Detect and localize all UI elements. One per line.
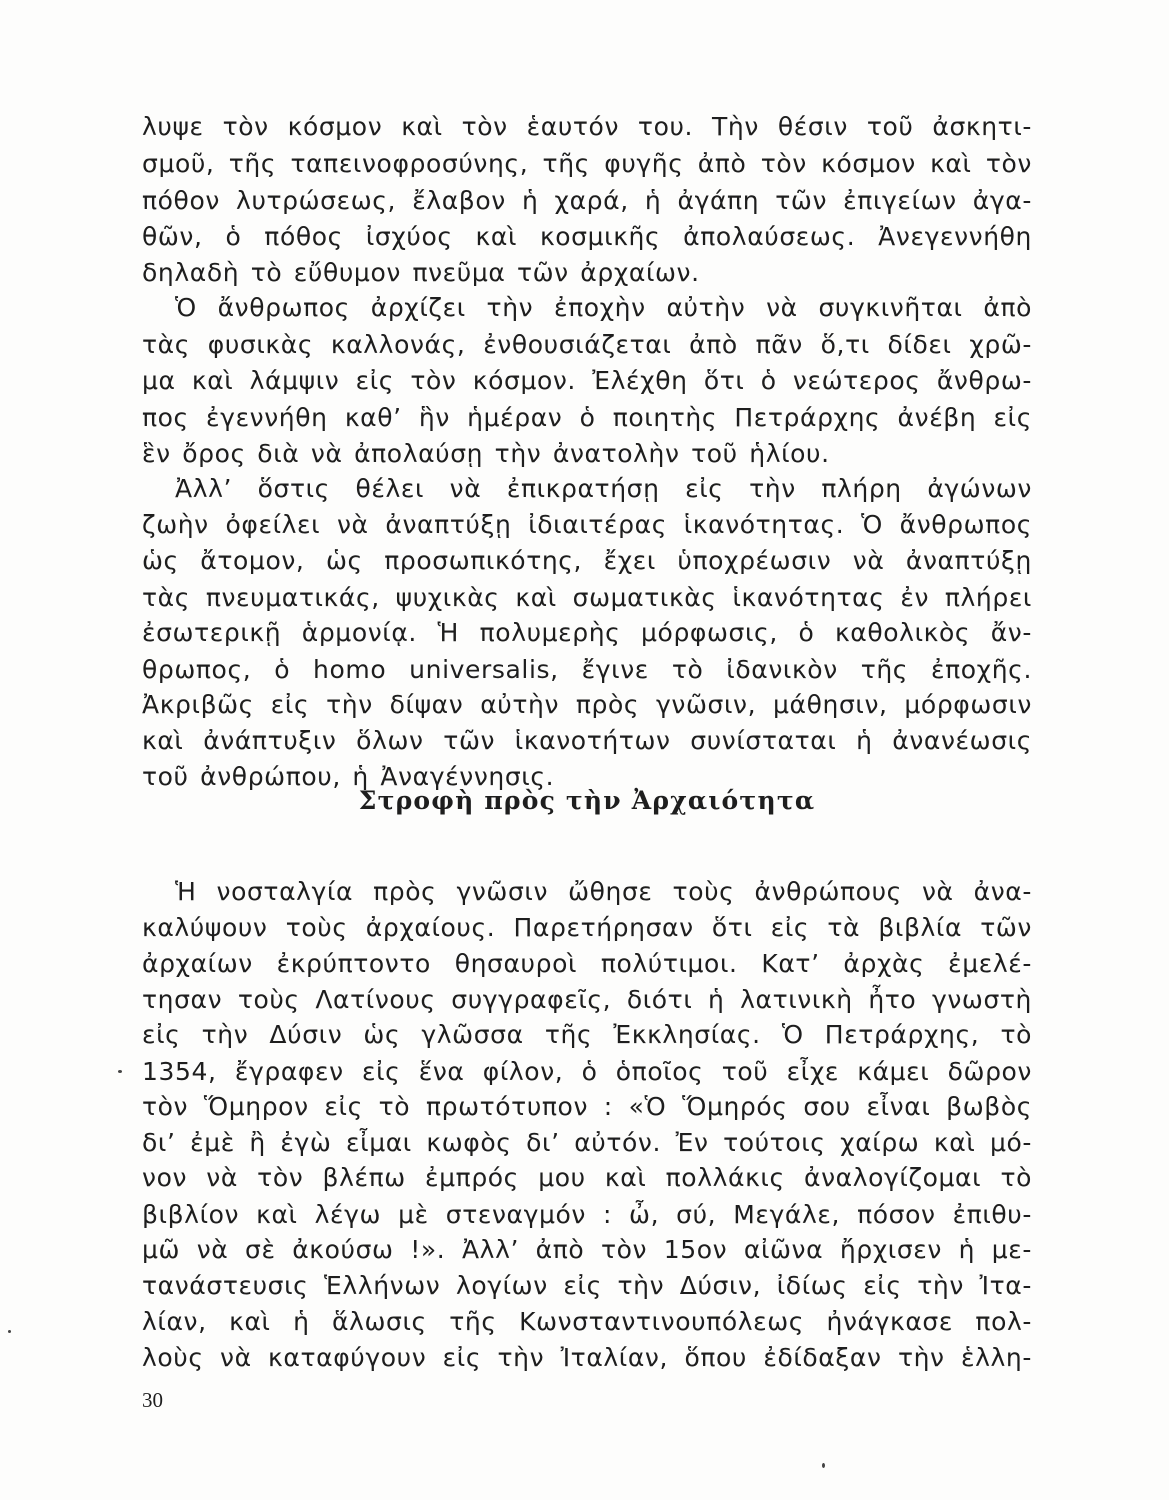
text-line: 1354, ἔγραφεν εἰς ἕνα φίλον, ὁ ὁποῖος τοῦ εἶχε κάμει δῶρον [142,1057,1032,1086]
text-line: λίαν, καὶ ἡ ἅλωσις τῆς Κωνσταντινουπόλεως ἠνάγκασε πολ- [142,1307,1032,1336]
text-line: τὰς πνευματικάς, ψυχικὰς καὶ σωματικὰς ἱκανότητας ἐν πλήρει [142,583,1032,612]
text-line: τοῦ ἀνθρώπου, ἡ Ἀναγέννησις. [142,762,555,791]
text-line: λοὺς νὰ καταφύγουν εἰς τὴν Ἰταλίαν, ὅπου ἐδίδαξαν τὴν ἑλλη- [142,1343,1032,1372]
text-line: Ὁ ἄνθρωπος ἀρχίζει τὴν ἐποχὴν αὐτὴν νὰ συγκινῆται ἀπὸ [175,293,1032,322]
text-line: μα καὶ λάμψιν εἰς τὸν κόσμον. Ἐλέχθη ὅτι ὁ νεώτερος ἄνθρω- [142,366,1032,395]
text-line: μῶ νὰ σὲ ἀκούσω !». Ἀλλ’ ἀπὸ τὸν 15ον αἰῶνα ἤρχισεν ἡ με- [142,1235,1032,1264]
text-line: τανάστευσις Ἑλλήνων λογίων εἰς τὴν Δύσιν, ἰδίως εἰς τὴν Ἰτα- [142,1271,1032,1300]
text-line: Ἡ νοσταλγία πρὸς γνῶσιν ὤθησε τοὺς ἀνθρώπους νὰ ἀνα- [175,877,1032,906]
text-line: πος ἐγεννήθη καθ’ ἣν ἡμέραν ὁ ποιητὴς Πετράρχης ἀνέβη εἰς [142,403,1032,432]
text-line: δι’ ἐμὲ ἢ ἐγὼ εἶμαι κωφὸς δι’ αὐτόν. Ἐν τούτοις χαίρω καὶ μό- [142,1128,1032,1157]
text-line: πόθον λυτρώσεως, ἔλαβον ἡ χαρά, ἡ ἀγάπη τῶν ἐπιγείων ἀγα- [142,186,1032,215]
text-line: θρωπος, ὁ homo universalis, ἔγινε τὸ ἰδανικὸν τῆς ἐποχῆς. [142,655,1032,684]
text-line: θῶν, ὁ πόθος ἰσχύος καὶ κοσμικῆς ἀπολαύσεως. Ἀνεγεννήθη [142,222,1032,251]
text-line: δηλαδὴ τὸ εὔθυμον πνεῦμα τῶν ἀρχαίων. [142,258,700,287]
page-number: 30 [142,1388,163,1412]
text-line: ἐσωτερικῇ ἁρμονίᾳ. Ἡ πολυμερὴς μόρφωσις, ὁ καθολικὸς ἄν- [142,618,1032,647]
text-line: εἰς τὴν Δύσιν ὡς γλῶσσα τῆς Ἐκκλησίας. Ὁ Πετράρχης, τὸ [142,1020,1032,1049]
text-line: Ἀλλ’ ὅστις θέλει νὰ ἐπικρατήσῃ εἰς τὴν πλήρη ἀγώνων [175,474,1032,503]
text-line: νον νὰ τὸν βλέπω ἐμπρός μου καὶ πολλάκις ἀναλογίζομαι τὸ [142,1163,1032,1192]
text-line: τησαν τοὺς Λατίνους συγγραφεῖς, διότι ἡ λατινικὴ ἦτο γνωστὴ [142,985,1032,1014]
text-line: ζωὴν ὀφείλει νὰ ἀναπτύξῃ ἰδιαιτέρας ἱκανότητας. Ὁ ἄνθρωπος [142,510,1032,539]
text-line: καὶ ἀνάπτυξιν ὅλων τῶν ἱκανοτήτων συνίσταται ἡ ἀνανέωσις [142,726,1032,755]
text-line: ἀρχαίων ἐκρύπτοντο θησαυροὶ πολύτιμοι. Κατ’ ἀρχὰς ἐμελέ- [142,949,1032,978]
text-line: τὰς φυσικὰς καλλονάς, ἐνθουσιάζεται ἀπὸ πᾶν ὅ,τι δίδει χρῶ- [142,330,1032,359]
text-line: σμοῦ, τῆς ταπεινοφροσύνης, τῆς φυγῆς ἀπὸ τὸν κόσμον καὶ τὸν [142,149,1032,178]
text-line: Ἀκριβῶς εἰς τὴν δίψαν αὐτὴν πρὸς γνῶσιν, μάθησιν, μόρφωσιν [142,690,1032,719]
section-heading: Στροφὴ πρὸς τὴν Ἀρχαιότητα [358,786,816,815]
text-line: τὸν Ὅμηρον εἰς τὸ πρωτότυπον : «Ὁ Ὅμηρός σου εἶναι βωβὸς [142,1092,1032,1121]
text-line: ὡς ἄτομον, ὡς προσωπικότης, ἔχει ὑποχρέωσιν νὰ ἀναπτύξῃ [142,546,1032,575]
text-line: καλύψουν τοὺς ἀρχαίους. Παρετήρησαν ὅτι εἰς τὰ βιβλία τῶν [142,913,1032,942]
text-line: βιβλίον καὶ λέγω μὲ στεναγμόν : ὦ, σύ, Μεγάλε, πόσον ἐπιθυ- [142,1200,1032,1229]
text-line: ἓν ὄρος διὰ νὰ ἀπολαύσῃ τὴν ἀνατολὴν τοῦ ἡλίου. [142,439,830,468]
text-line: λυψε τὸν κόσμον καὶ τὸν ἑαυτόν του. Τὴν θέσιν τοῦ ἀσκητι- [142,112,1032,141]
